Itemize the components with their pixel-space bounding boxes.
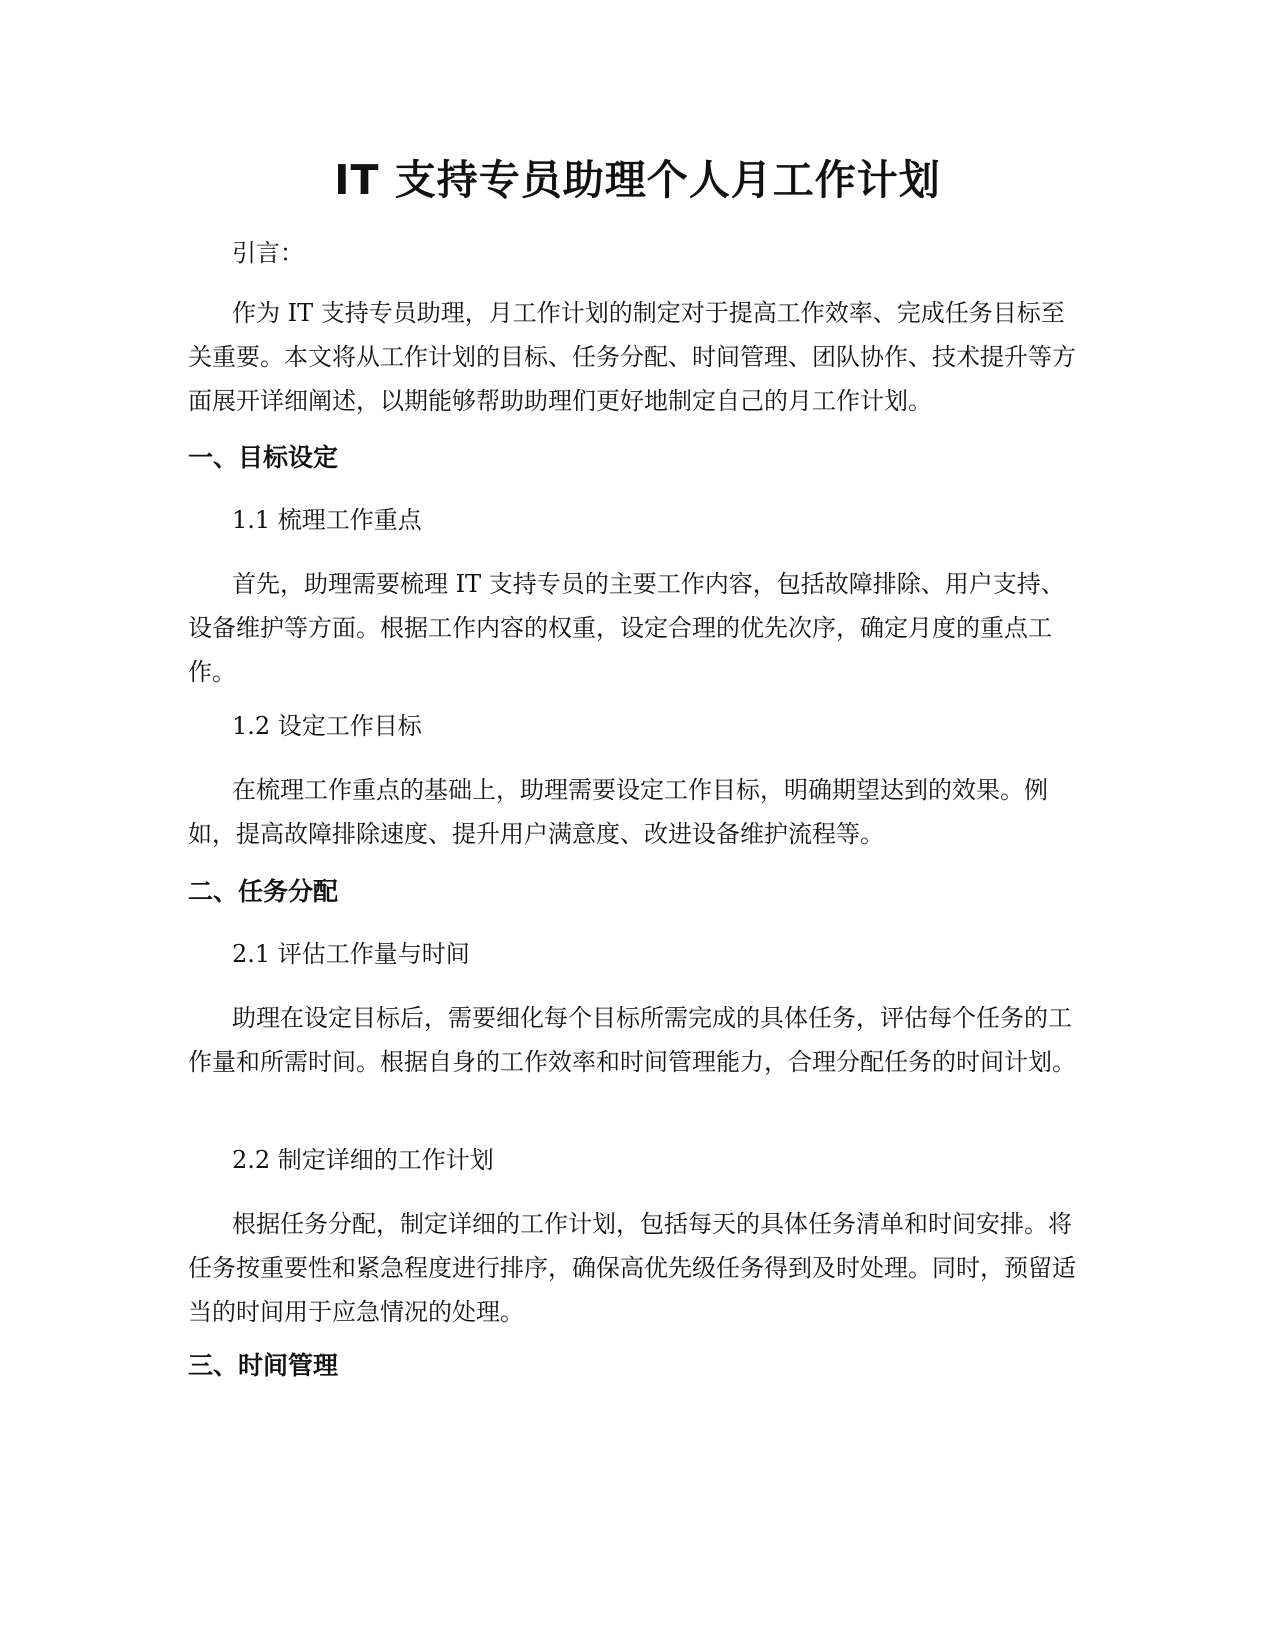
subsection-paragraph-2-2: 根据任务分配，制定详细的工作计划，包括每天的具体任务清单和时间安排。将任务按重要性和紧急程度进行排序，确保高优先级任务得到及时处理。同时，预留适当的时间用于应急情况的处理。 (188, 1210, 1076, 1326)
document-title: IT 支持专员助理个人月工作计划 (334, 156, 941, 204)
subsection-paragraph-1-1: 首先，助理需要梳理 IT 支持专员的主要工作内容，包括故障排除、用户支持、设备维护等方面。根据工作内容的权重，设定合理的优先次序，确定月度的重点工作。 (188, 570, 1065, 686)
subsection-title-1-2: 1.2 设定工作目标 (232, 712, 422, 740)
section-heading-3: 三、时间管理 (188, 1351, 339, 1380)
section-heading-1: 一、目标设定 (188, 443, 339, 472)
intro-label: 引言： (232, 239, 304, 267)
subsection-title-2-1: 2.1 评估工作量与时间 (232, 940, 470, 968)
subsection-title-2-2: 2.2 制定详细的工作计划 (232, 1146, 494, 1174)
subsection-title-1-1: 1.1 梳理工作重点 (232, 506, 422, 534)
intro-paragraph: 作为 IT 支持专员助理，月工作计划的制定对于提高工作效率、完成任务目标至关重要。本文将从工作计划的目标、任务分配、时间管理、团队协作、技术提升等方面展开详细阐述，以期能够帮助助理们更好地制定自己的月工作计划。 (188, 299, 1076, 415)
section-heading-2: 二、任务分配 (188, 877, 339, 906)
subsection-paragraph-1-2: 在梳理工作重点的基础上，助理需要设定工作目标，明确期望达到的效果。例如，提高故障排除速度、提升用户满意度、改进设备维护流程等。 (188, 776, 1048, 848)
subsection-paragraph-2-1: 助理在设定目标后，需要细化每个目标所需完成的具体任务，评估每个任务的工作量和所需时间。根据自身的工作效率和时间管理能力，合理分配任务的时间计划。 (188, 1004, 1076, 1076)
